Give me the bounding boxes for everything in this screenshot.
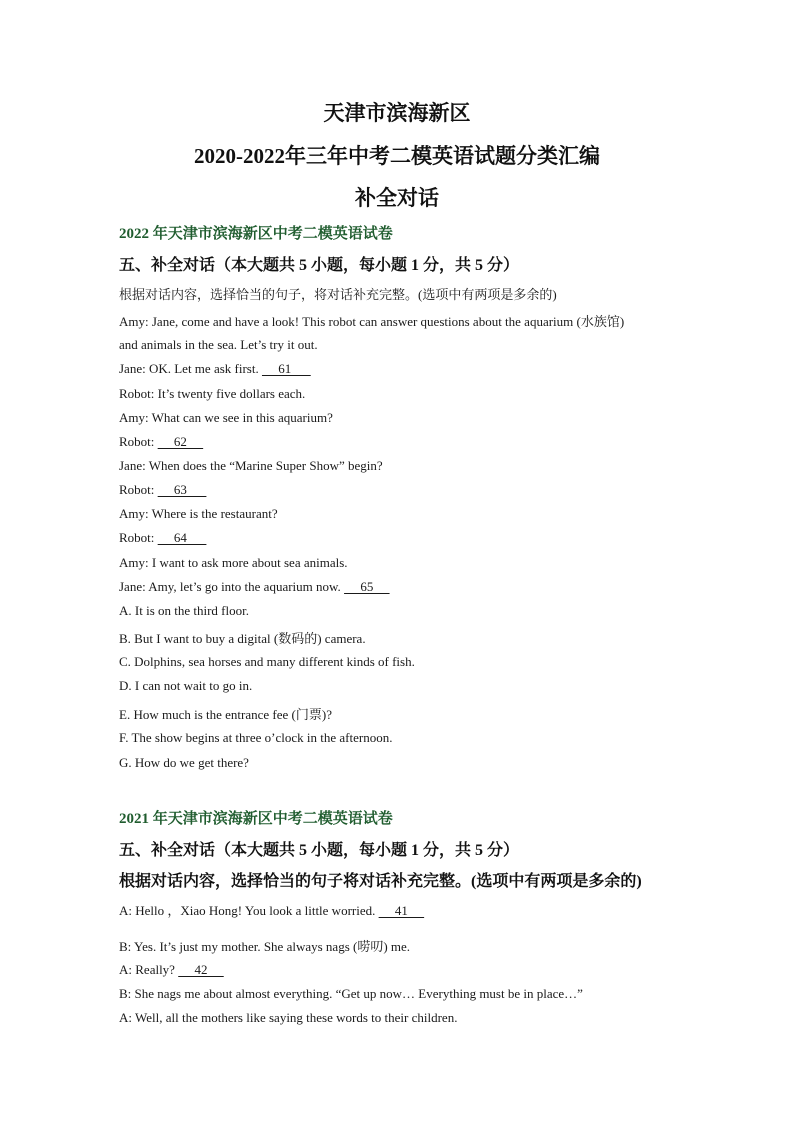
dialogue-text: Amy: I want to ask more about sea animals. [119,555,348,570]
dialogue-line [119,579,390,595]
question-title-2021: 五、补全对话（本大题共 5 小题，每小题 1 分，共 5 分） [119,842,520,859]
dialogue-line [119,410,333,426]
answer-blank-63[interactable]: 63 [157,482,207,497]
option-g: G. How do we get there? [119,755,249,770]
dialogue-text: B: Yes. It’s just my mother. She always nags (唠叨) me. [119,939,411,954]
instruction-2022: 根据对话内容，选择恰当的句子，将对话补充完整。(选项中有两项是多余的) [119,287,557,302]
dialogue-line [119,361,311,377]
dialogue-text: Jane: When does the “Marine Super Show” begin? [119,458,383,473]
dialogue-text: Amy: Where is the restaurant? [119,506,278,521]
dialogue-line [119,986,583,1002]
dialogue-line [119,434,203,450]
dialogue-text: Robot: [119,482,158,497]
dialogue-line [119,386,305,402]
dialogue-line [119,1010,457,1026]
dialogue-text: Jane: OK. Let me ask first. [119,361,262,376]
option-c: C. Dolphins, sea horses and many different kinds of fish. [119,654,415,669]
dialogue-text: A: Hello ，Xiao Hong! You look a little worried. [119,903,379,918]
document-title-topic: 补全对话 [355,186,439,210]
option-f: F. The show begins at three o’clock in the afternoon. [119,730,393,745]
option-b: B. But I want to buy a digital (数码的) camera. [119,631,366,646]
dialogue-line [119,506,278,522]
dialogue-text: Jane: Amy, let’s go into the aquarium now. [119,579,345,594]
dialogue-text: A: Well, all the mothers like saying these words to their children. [119,1010,458,1025]
dialogue-line [119,936,410,955]
dialogue-text: B: She nags me about almost everything. “Get up now… Everything must be in place…” [119,986,583,1001]
dialogue-text: and animals in the sea. Let’s try it out. [119,337,318,352]
section-heading-2021: 2021 年天津市滨海新区中考二模英语试卷 [119,811,393,827]
answer-blank-65[interactable]: 65 [344,579,390,594]
instruction-2021: 根据对话内容，选择恰当的句子将对话补充完整。(选项中有两项是多余的) [119,873,642,890]
dialogue-text: A: Really? [119,962,179,977]
dialogue-line [119,555,348,571]
dialogue-line [119,458,383,474]
question-title-2022: 五、补全对话（本大题共 5 小题，每小题 1 分，共 5 分） [119,257,520,274]
dialogue-text: Robot: [119,434,158,449]
document-title-series: 2020-2022年三年中考二模英语试题分类汇编 [194,144,600,168]
answer-blank-62[interactable]: 62 [157,434,204,449]
dialogue-line [119,482,206,498]
dialogue-text: Robot: [119,530,158,545]
option-e: E. How much is the entrance fee (门票)? [119,707,332,722]
dialogue-line [119,311,624,330]
dialogue-text: Amy: What can we see in this aquarium? [119,410,333,425]
document-title-region: 天津市滨海新区 [323,101,471,125]
section-heading-2022: 2022 年天津市滨海新区中考二模英语试卷 [119,226,393,242]
answer-blank-42[interactable]: 42 [178,962,224,977]
dialogue-line [119,530,206,546]
dialogue-text: Robot: It’s twenty five dollars each. [119,386,306,401]
answer-blank-64[interactable]: 64 [157,530,207,545]
answer-blank-41[interactable]: 41 [378,903,425,918]
option-a: A. It is on the third floor. [119,603,249,618]
dialogue-line [119,900,424,919]
option-d: D. I can not wait to go in. [119,678,253,693]
dialogue-text: Amy: Jane, come and have a look! This robot can answer questions about the aquarium (水族馆) [119,314,625,329]
dialogue-line [119,337,318,353]
answer-blank-61[interactable]: 61 [261,361,311,376]
dialogue-line [119,962,224,978]
